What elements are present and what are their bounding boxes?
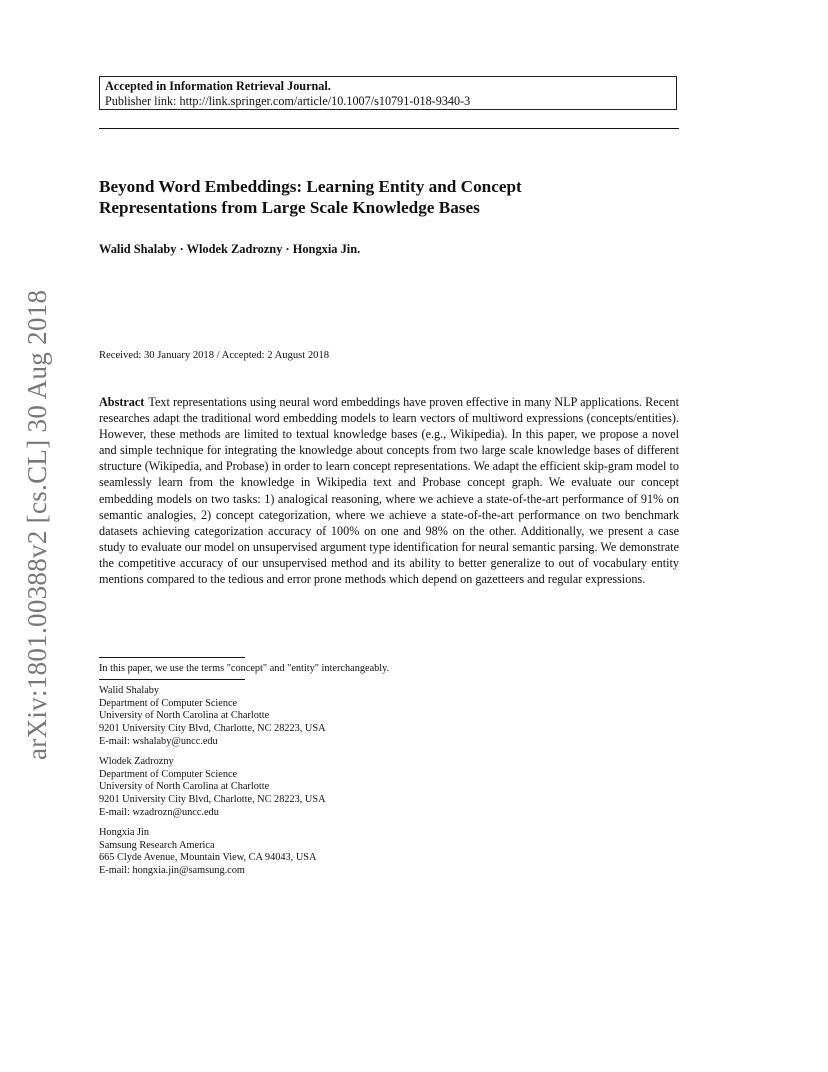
affiliation-dept: Department of Computer Science — [99, 768, 238, 780]
acceptance-notice: Accepted in Information Retrieval Journal. — [105, 79, 331, 93]
affiliation-email[interactable]: E-mail: hongxia.jin@samsung.com — [99, 865, 245, 877]
title-line-2: Representations from Large Scale Knowledge Bases — [99, 198, 480, 217]
affiliation-address: 9201 University City Blvd, Charlotte, NC 28223, USA — [99, 794, 326, 806]
affiliation-univ: University of North Carolina at Charlotte — [99, 710, 270, 722]
affiliation-rule — [99, 679, 245, 680]
footnote-rule — [99, 657, 245, 658]
affiliation-name: Walid Shalaby — [99, 685, 160, 696]
arxiv-stamp: arXiv:1801.00388v2 [cs.CL] 30 Aug 2018 — [22, 289, 52, 760]
affiliation-dept: Department of Computer Science — [99, 697, 238, 709]
title-line-1: Beyond Word Embeddings: Learning Entity and Concept — [99, 177, 522, 196]
acceptance-notice-box — [99, 76, 677, 110]
affiliation-address: 9201 University City Blvd, Charlotte, NC 28223, USA — [99, 723, 326, 735]
affiliation-block — [99, 685, 326, 749]
received-dates: Received: 30 January 2018 / Accepted: 2 August 2018 — [99, 350, 330, 361]
affiliation-email[interactable]: E-mail: wshalaby@uncc.edu — [99, 735, 218, 747]
affiliation-name: Wlodek Zadrozny — [99, 756, 174, 767]
affiliation-block — [99, 827, 316, 878]
affiliation-email[interactable]: E-mail: wzadrozn@uncc.edu — [99, 806, 219, 818]
affiliation-dept: Samsung Research America — [99, 839, 215, 851]
affiliation-univ: University of North Carolina at Charlotte — [99, 781, 270, 793]
affiliation-block — [99, 756, 326, 820]
publisher-link[interactable]: Publisher link: http://link.springer.com/article/10.1007/s10791-018-9340-3 — [105, 94, 471, 108]
abstract — [99, 394, 679, 587]
affiliation-name: Hongxia Jin — [99, 827, 150, 838]
footnote: In this paper, we use the terms "concept" and "entity" interchangeably. — [99, 663, 390, 674]
author-list: Walid Shalaby · Wlodek Zadrozny · Hongxia Jin. — [99, 242, 361, 256]
affiliation-address: 665 Clyde Avenue, Mountain View, CA 94043, USA — [99, 852, 317, 864]
abstract-label: Abstract — [99, 395, 145, 409]
header-rule — [99, 128, 679, 129]
abstract-text: Text representations using neural word embeddings have proven effective in many NLP applications. Recent researches adapt the traditional word embedding models to learn vectors of multiword expressions (concepts/entities). However, these methods are limited to textual knowledge bases (e.g., Wikipedia). In this paper, we propose a novel and simple technique for integrating the knowledge about concepts from two large scale knowledge bases of different structure (Wikipedia, and Probase) in order to learn concept representations. We adapt the efficient skip-gram model to seamlessly learn from the knowledge in Wikipedia text and Probase concept graph. We evaluate our concept embedding models on two tasks: 1) analogical reasoning, where we achieve a state-of-the-art performance of 91% on semantic analogies, 2) concept categorization, where we achieve a state-of-the-art performance on two benchmark datasets achieving categorization accuracy of 100% on one and 98% on the other. Additionally, we present a case study to evaluate our model on unsupervised argument type identification for neural semantic parsing. We demonstrate the competitive accuracy of our unsupervised method and its ability to better generalize to out of vocabulary entity mentions compared to the tedious and error prone methods which depend on gazetteers and regular expressions. — [99, 395, 679, 587]
paper-title — [99, 176, 679, 218]
